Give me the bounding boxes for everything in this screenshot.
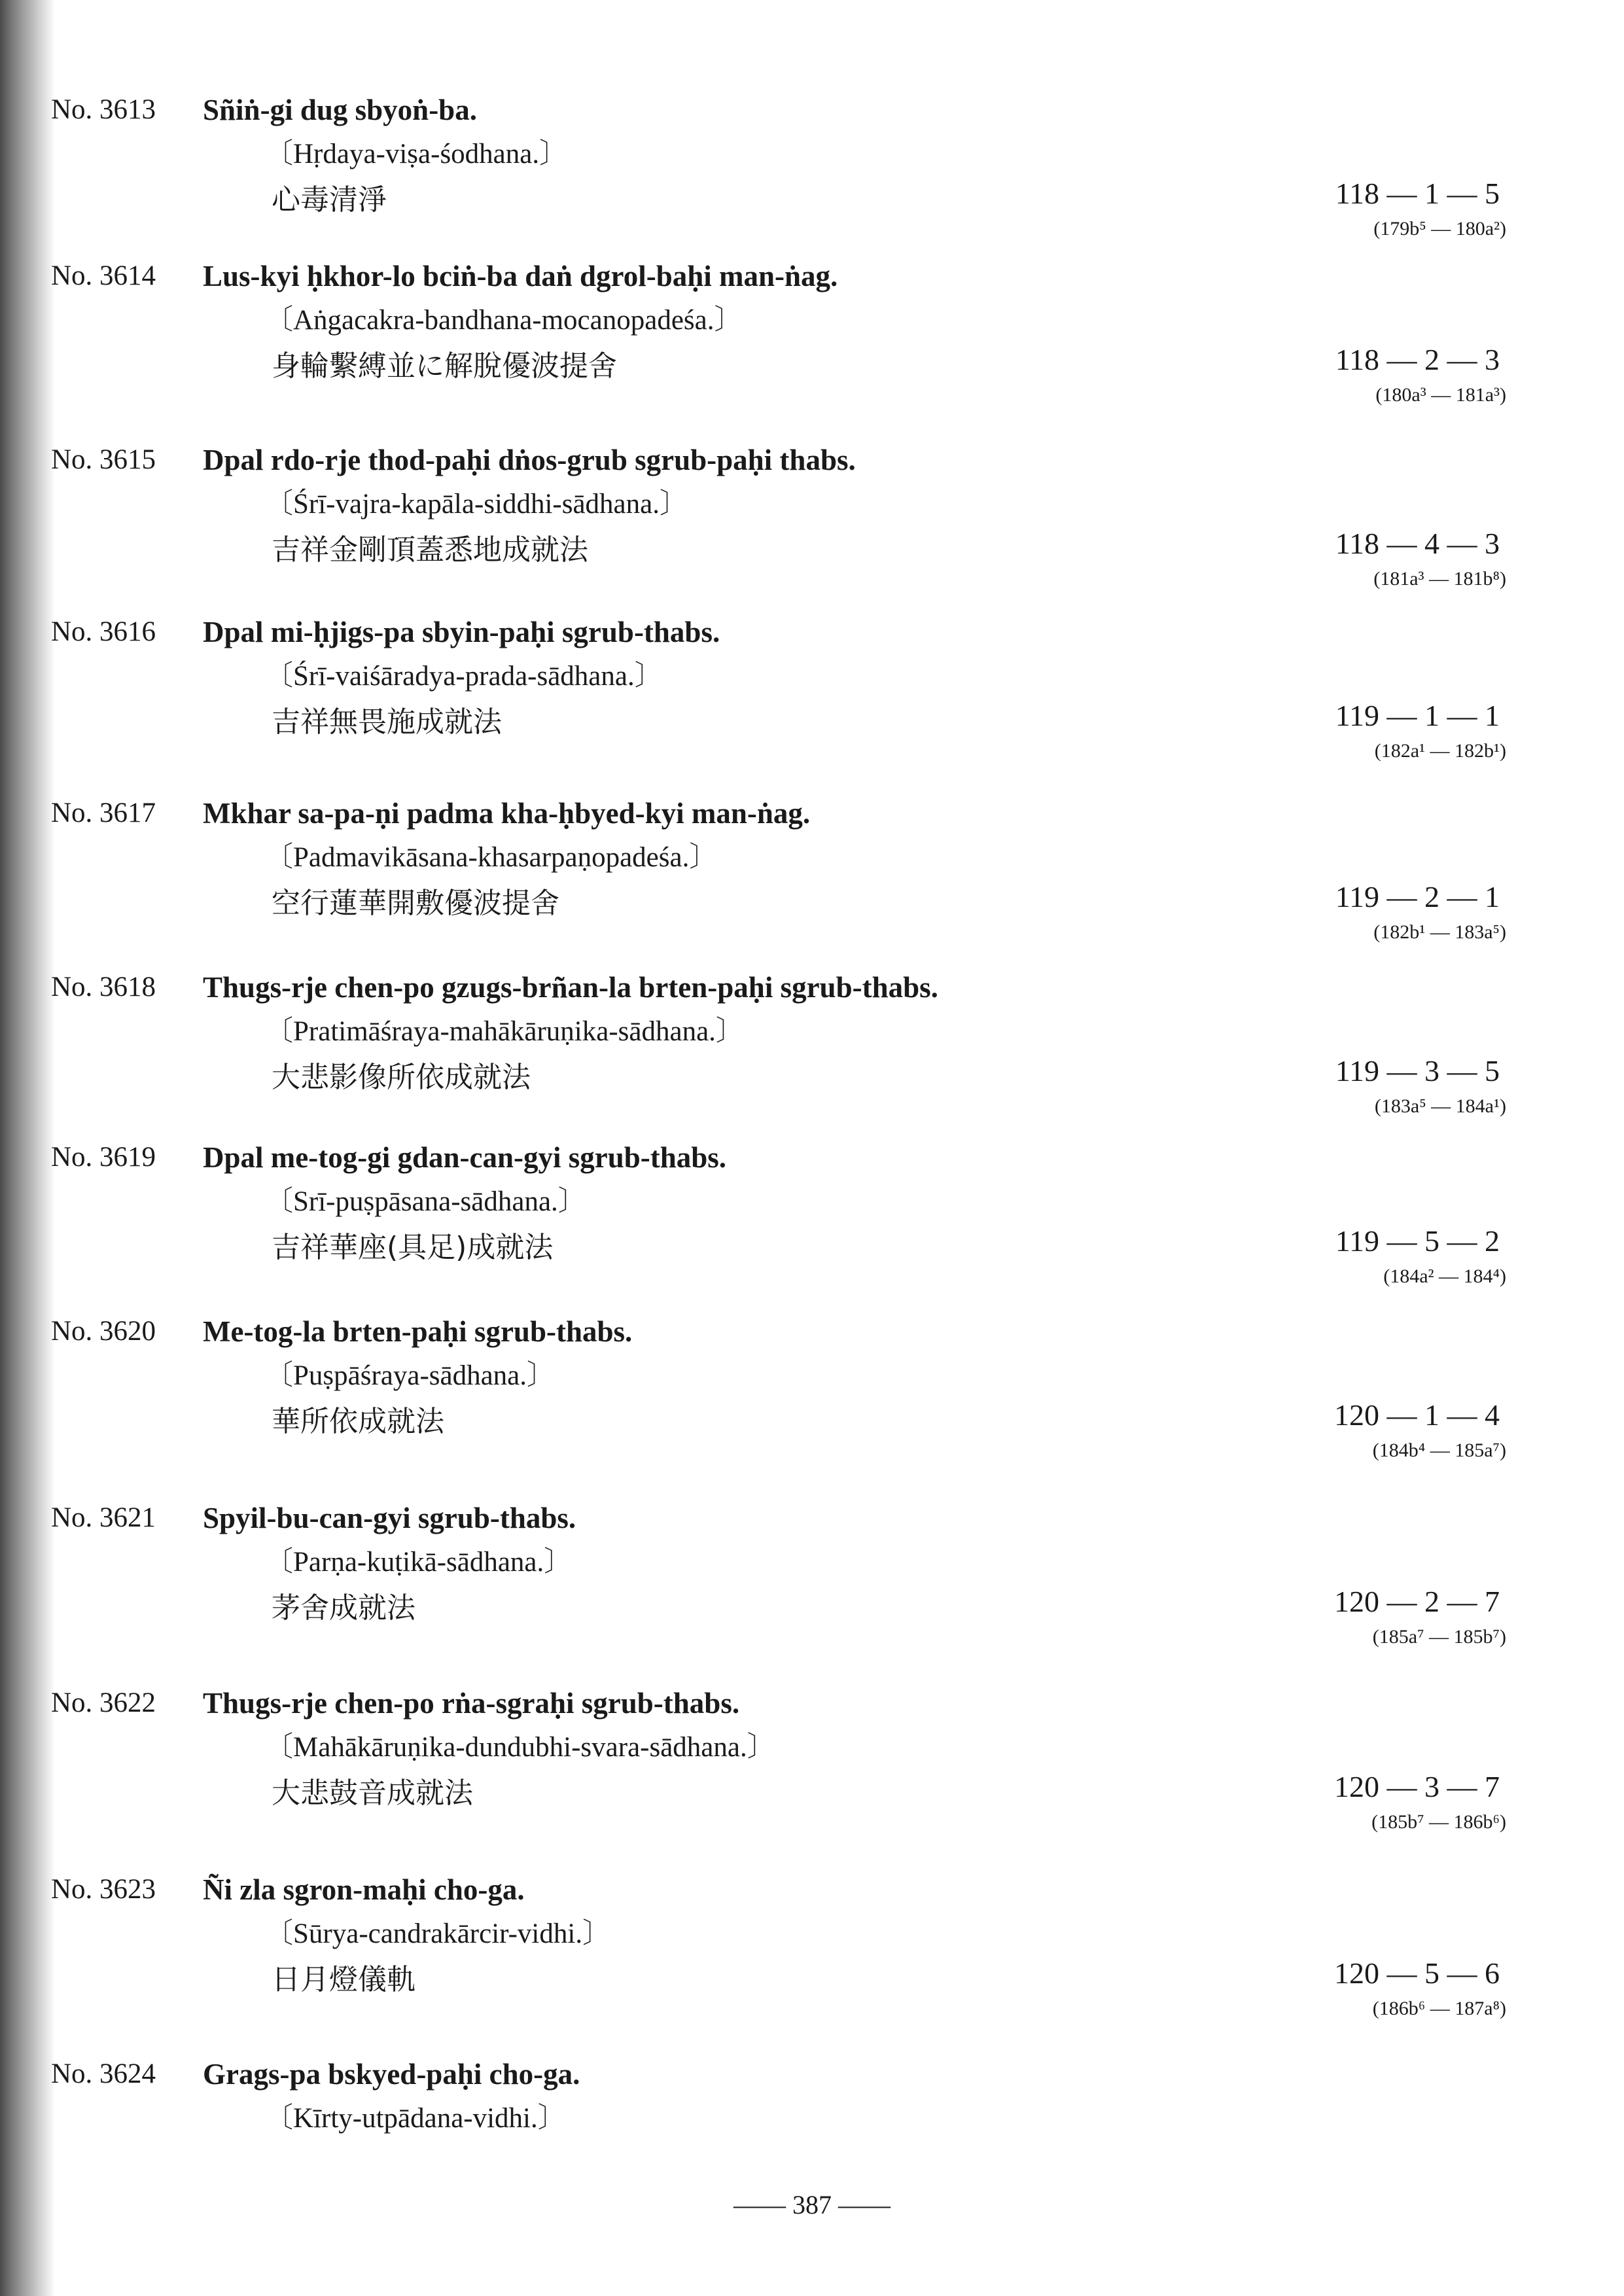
catalog-entry-3623 [0,1870,1624,2040]
folio-range: (184a² — 184⁴) [1383,1265,1506,1287]
tibetan-title: Ñi zla sgron-maḥi cho-ga. [203,1873,525,1906]
folio-range: (181a³ — 181b⁸) [1373,568,1506,590]
sanskrit-title: 〔Padmavikāsana-khasarpaṇopadeśa.〕 [265,842,718,873]
chinese-title: 大悲影像所依成就法 [272,1061,531,1094]
sanskrit-title: 〔Śrī-vajra-kapāla-siddhi-sādhana.〕 [265,489,688,520]
sanskrit-title: 〔Kīrty-utpādana-vidhi.〕 [265,2103,566,2134]
folio-range: (182a¹ — 182b¹) [1374,740,1506,762]
tibetan-title: Lus-kyi ḥkhor-lo bciṅ-ba daṅ dgrol-baḥi man-ṅag. [203,260,838,292]
chinese-title: 心毒清淨 [272,183,387,217]
volume-location: 118 — 4 — 3 [1335,527,1500,560]
entry-number: No. 3617 [51,798,156,828]
chinese-title: 日月燈儀軌 [272,1963,415,1996]
tibetan-title: Me-tog-la brten-paḥi sgrub-thabs. [203,1315,633,1348]
page-number: —— 387 —— [733,2190,891,2219]
volume-location: 119 — 3 — 5 [1335,1054,1500,1087]
tibetan-title: Thugs-rje chen-po gzugs-brñan-la brten-paḥi sgrub-thabs. [203,971,938,1004]
volume-location: 119 — 2 — 1 [1335,880,1500,913]
catalog-entry-3615 [0,440,1624,610]
volume-location: 118 — 2 — 3 [1335,343,1500,376]
catalog-entry-3617 [0,794,1624,964]
sanskrit-title: 〔Pratimāśraya-mahākāruṇika-sādhana.〕 [265,1016,744,1047]
catalog-entry-3622 [0,1684,1624,1854]
volume-location: 119 — 1 — 1 [1335,699,1500,732]
catalog-entry-3624 [0,2055,1624,2159]
chinese-title: 身輪繫縛並に解脫優波提舍 [272,349,617,383]
catalog-entry-3621 [0,1498,1624,1669]
chinese-title: 華所依成就法 [272,1405,444,1438]
tibetan-title: Dpal rdo-rje thod-paḥi dṅos-grub sgrub-paḥi thabs. [203,444,856,476]
sanskrit-title: 〔Śrī-vaiśāradya-prada-sādhana.〕 [265,661,663,692]
tibetan-title: Grags-pa bskyed-paḥi cho-ga. [203,2058,580,2091]
folio-range: (180a³ — 181a³) [1375,384,1506,406]
folio-range: (183a⁵ — 184a¹) [1374,1095,1506,1117]
folio-range: (184b⁴ — 185a⁷) [1372,1439,1506,1461]
catalog-entry-3616 [0,612,1624,783]
volume-location: 120 — 3 — 7 [1334,1770,1500,1803]
folio-range: (179b⁵ — 180a²) [1373,218,1506,239]
entry-number: No. 3615 [51,444,156,475]
catalog-entry-3618 [0,968,1624,1138]
chinese-title: 吉祥華座(具足)成就法 [272,1231,554,1264]
chinese-title: 茅舍成就法 [272,1591,415,1625]
sanskrit-title: 〔Srī-puṣpāsana-sādhana.〕 [265,1186,586,1217]
entry-number: No. 3622 [51,1687,156,1718]
folio-range: (186b⁶ — 187a⁸) [1372,1998,1506,2019]
sanskrit-title: 〔Sūrya-candrakārcir-vidhi.〕 [265,1918,611,1949]
entry-number: No. 3623 [51,1874,156,1905]
tibetan-title: Mkhar sa-pa-ṇi padma kha-ḥbyed-kyi man-ṅag. [203,797,811,830]
volume-location: 118 — 1 — 5 [1335,177,1500,210]
sanskrit-title: 〔Puṣpāśraya-sādhana.〕 [265,1360,556,1391]
folio-range: (185a⁷ — 185b⁷) [1372,1626,1506,1648]
entry-number: No. 3618 [51,972,156,1002]
sanskrit-title: 〔Mahākāruṇika-dundubhi-svara-sādhana.〕 [265,1732,775,1763]
catalog-entry-3613 [0,90,1624,260]
folio-range: (185b⁷ — 186b⁶) [1371,1811,1506,1833]
tibetan-title: Thugs-rje chen-po rṅa-sgraḥi sgrub-thabs. [203,1687,740,1720]
folio-range: (182b¹ — 183a⁵) [1373,921,1506,943]
volume-location: 120 — 2 — 7 [1334,1585,1500,1618]
volume-location: 120 — 1 — 4 [1334,1398,1500,1432]
tibetan-title: Sñiṅ-gi dug sbyoṅ-ba. [203,94,477,126]
tibetan-title: Dpal me-tog-gi gdan-can-gyi sgrub-thabs. [203,1141,727,1174]
catalog-entry-3619 [0,1138,1624,1308]
entry-number: No. 3614 [51,260,156,291]
entry-number: No. 3613 [51,94,156,125]
catalog-entry-3620 [0,1312,1624,1482]
tibetan-title: Spyil-bu-can-gyi sgrub-thabs. [203,1502,576,1534]
sanskrit-title: 〔Parṇa-kuṭikā-sādhana.〕 [265,1547,573,1578]
entry-number: No. 3624 [51,2058,156,2089]
volume-location: 120 — 5 — 6 [1334,1956,1500,1990]
chinese-title: 吉祥無畏施成就法 [272,705,502,739]
sanskrit-title: 〔Hṛdaya-viṣa-śodhana.〕 [265,139,568,169]
catalog-entry-3614 [0,256,1624,427]
volume-location: 119 — 5 — 2 [1335,1224,1500,1258]
entry-number: No. 3620 [51,1316,156,1347]
entry-number: No. 3619 [51,1142,156,1173]
chinese-title: 大悲鼓音成就法 [272,1776,473,1810]
sanskrit-title: 〔Aṅgacakra-bandhana-mocanopadeśa.〕 [265,305,743,336]
chinese-title: 吉祥金剛頂蓋悉地成就法 [272,533,588,567]
entry-number: No. 3616 [51,616,156,647]
entry-number: No. 3621 [51,1502,156,1533]
tibetan-title: Dpal mi-ḥjigs-pa sbyin-paḥi sgrub-thabs. [203,616,720,648]
chinese-title: 空行蓮華開敷優波提舍 [272,887,559,920]
